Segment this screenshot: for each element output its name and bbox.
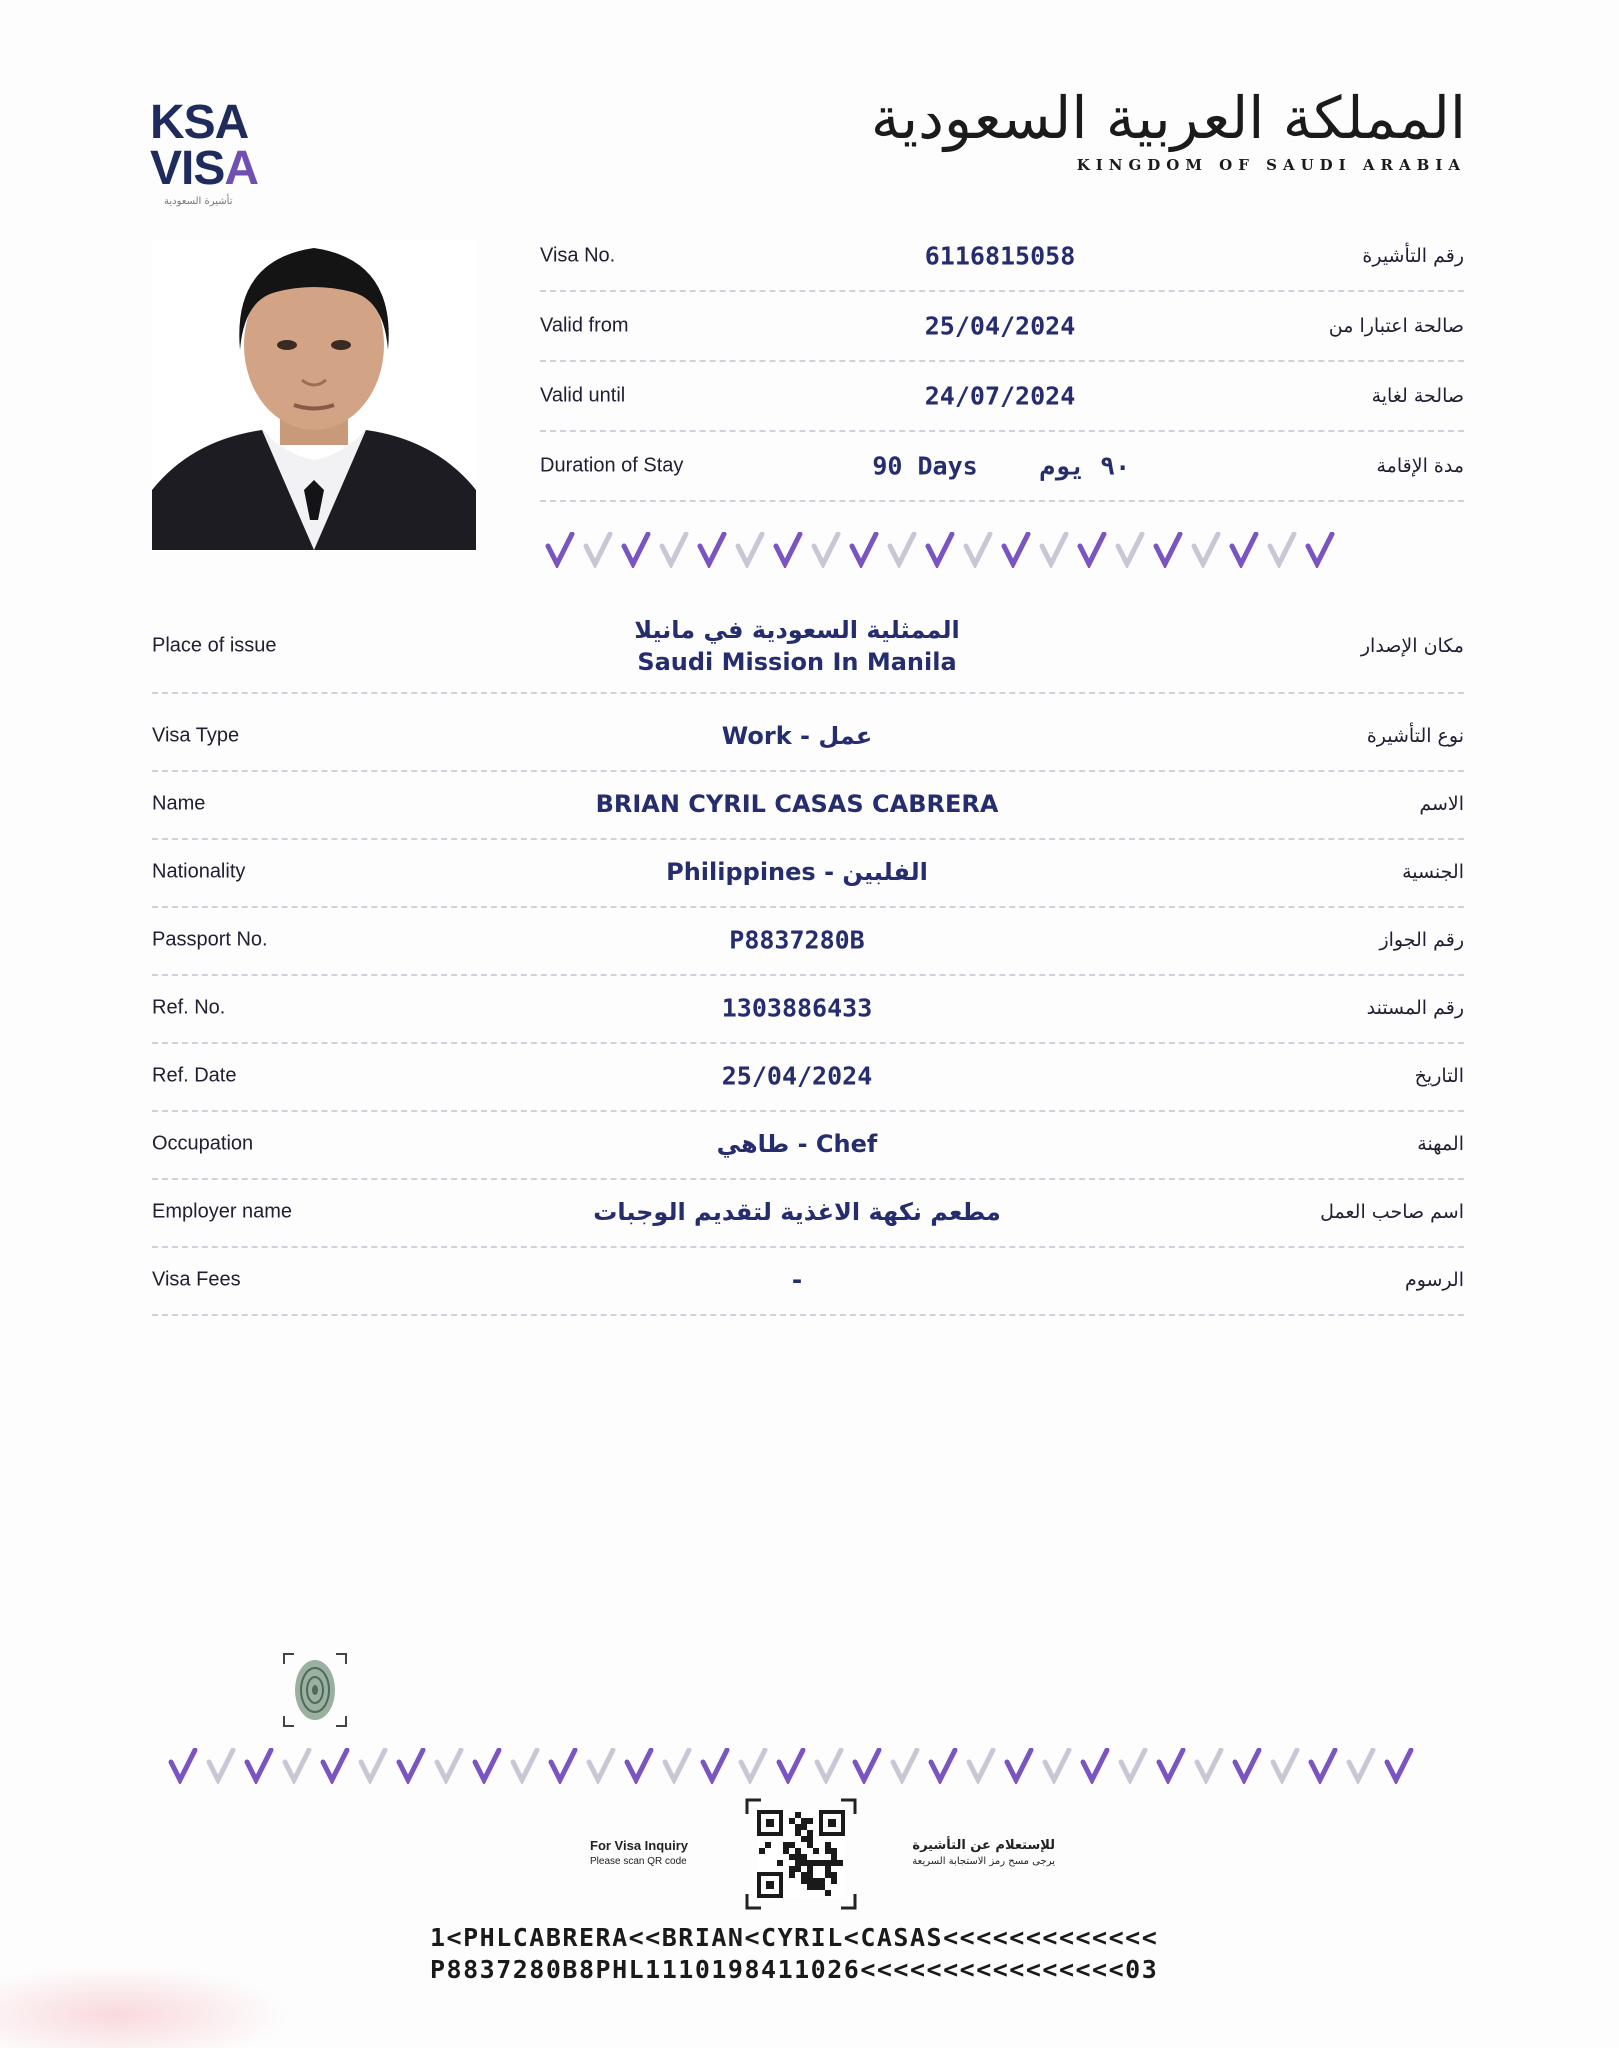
place-arabic: الممثلية السعودية في مانيلا [634,616,960,644]
kingdom-title-arabic: المملكة العربية السعودية [870,84,1466,152]
check-mark-icon [206,1748,236,1784]
logo-line-1: KSA [150,96,249,149]
label-ar: مكان الإصدار [1360,635,1464,657]
label-ar: مدة الإقامة [1376,455,1464,477]
field-value: مطعم نكهة الاغذية لتقديم الوجبات [593,1198,1001,1226]
check-mark-icon [735,532,765,568]
check-mark-icon [1270,1748,1300,1784]
label-ar: رقم التأشيرة [1362,245,1464,267]
field-row-ref-no [152,974,1464,1044]
kingdom-header [871,82,1466,174]
field-row-occupation [152,1110,1464,1180]
field-row-valid-until [540,362,1464,432]
qr-en-subtitle: Please scan QR code [590,1856,687,1867]
field-value: 24/07/2024 [924,381,1076,411]
check-mark-icon [700,1748,730,1784]
label-ar: نوع التأشيرة [1366,725,1464,747]
check-mark-icon [624,1748,654,1784]
security-check-strip-top [545,532,1335,568]
mrz-line-2: P8837280B8PHL1110198411026<<<<<<<<<<<<<<<<03 [430,1955,1159,1984]
field-row-visa-fees [152,1246,1464,1316]
label-en: Valid from [540,314,629,337]
stamp-smudge [0,1965,290,2048]
label-en: Employer name [152,1200,293,1223]
check-mark-icon [1194,1748,1224,1784]
field-row-valid-from [540,292,1464,362]
field-value-arabic: ٩٠ يوم [1039,451,1131,481]
check-mark-icon [811,532,841,568]
label-en: Duration of Stay [540,454,684,477]
field-value: BRIAN CYRIL CASAS CABRERA [595,790,999,818]
field-row-name [152,770,1464,840]
label-ar: التاريخ [1414,1065,1464,1087]
security-check-strip-bottom [168,1748,1414,1784]
check-mark-icon [320,1748,350,1784]
check-mark-icon [586,1748,616,1784]
field-row-employer [152,1178,1464,1248]
check-mark-icon [358,1748,388,1784]
field-value: طاهي - Chef [716,1130,878,1158]
check-mark-icon [545,532,575,568]
check-mark-icon [814,1748,844,1784]
check-mark-icon [1042,1748,1072,1784]
label-ar: رقم المستند [1366,997,1464,1019]
check-mark-icon [1191,532,1221,568]
kingdom-title-english: KINGDOM OF SAUDI ARABIA [1076,156,1466,174]
label-en: Place of issue [152,634,277,657]
check-mark-icon [1156,1748,1186,1784]
check-mark-icon [244,1748,274,1784]
place-english: Saudi Mission In Manila [637,648,957,676]
qr-ar-subtitle: يرجى مسح رمز الاستجابة السريعة [912,1856,1055,1867]
check-mark-icon [168,1748,198,1784]
check-mark-icon [1115,532,1145,568]
check-mark-icon [849,532,879,568]
label-en: Visa Type [152,724,240,747]
check-mark-icon [852,1748,882,1784]
check-mark-icon [1346,1748,1376,1784]
qr-inquiry-arabic [870,1838,1055,1870]
holder-photo [152,240,476,550]
label-en: Ref. No. [152,996,226,1019]
field-value: 90 Days [872,451,978,481]
field-value: 25/04/2024 [924,311,1076,341]
label-ar: رقم الجواز [1379,929,1464,951]
label-ar: صالحة لغاية [1371,385,1464,407]
check-mark-icon [510,1748,540,1784]
check-mark-icon [1267,532,1297,568]
check-mark-icon [659,532,689,568]
field-row-ref-date [152,1042,1464,1112]
field-value: 6116815058 [924,241,1076,271]
label-ar: الرسوم [1404,1269,1464,1291]
check-mark-icon [662,1748,692,1784]
check-mark-icon [773,532,803,568]
qr-en-title: For Visa Inquiry [590,1838,689,1853]
check-mark-icon [1004,1748,1034,1784]
check-mark-icon [925,532,955,568]
check-mark-icon [1077,532,1107,568]
field-value: Philippines - الفلبين [666,858,928,886]
check-mark-icon [1384,1748,1414,1784]
field-value: - [789,1265,805,1295]
label-ar: المهنة [1417,1133,1464,1155]
field-value [634,614,959,678]
label-en: Occupation [152,1132,254,1155]
check-mark-icon [1308,1748,1338,1784]
mrz-line-1: 1<PHLCABRERA<<BRIAN<CYRIL<CASAS<<<<<<<<<<<<< [430,1923,1159,1952]
check-mark-icon [928,1748,958,1784]
label-ar: اسم صاحب العمل [1320,1201,1464,1223]
check-mark-icon [583,532,613,568]
check-mark-icon [1080,1748,1110,1784]
check-mark-icon [963,532,993,568]
field-value: 25/04/2024 [721,1061,873,1091]
qr-ar-title: للإستعلام عن التأشيرة [912,1838,1055,1853]
check-mark-icon [1001,532,1031,568]
label-ar: الاسم [1419,793,1464,815]
field-row-place-of-issue [152,600,1464,694]
check-mark-icon [738,1748,768,1784]
check-mark-icon [697,532,727,568]
label-en: Valid until [540,384,626,407]
check-mark-icon [1232,1748,1262,1784]
check-mark-icon [282,1748,312,1784]
logo-line-2: VISA [150,142,259,195]
label-en: Ref. Date [152,1064,237,1087]
qr-inquiry-english [590,1838,688,1870]
check-mark-icon [548,1748,578,1784]
check-mark-icon [1118,1748,1148,1784]
machine-readable-zone [430,1922,1158,1986]
field-row-duration [540,432,1464,502]
qr-code-icon[interactable] [745,1798,857,1910]
field-row-nationality [152,838,1464,908]
check-mark-icon [966,1748,996,1784]
field-row-passport-no [152,906,1464,976]
label-en: Passport No. [152,928,268,951]
check-mark-icon [887,532,917,568]
label-en: Nationality [152,860,246,883]
ksa-visa-logo [150,96,290,207]
field-value: P8837280B [729,925,865,955]
check-mark-icon [434,1748,464,1784]
field-row-visa-type [152,702,1464,772]
logo-subtitle: تأشيرة السعودية [164,196,233,207]
check-mark-icon [890,1748,920,1784]
label-en: Visa Fees [152,1268,241,1291]
check-mark-icon [776,1748,806,1784]
check-mark-icon [1039,532,1069,568]
check-mark-icon [621,532,651,568]
label-en: Visa No. [540,244,616,267]
check-mark-icon [396,1748,426,1784]
check-mark-icon [1229,532,1259,568]
label-ar: الجنسية [1402,861,1464,883]
check-mark-icon [472,1748,502,1784]
check-mark-icon [1153,532,1183,568]
label-ar: صالحة اعتبارا من [1328,315,1464,337]
check-mark-icon [1305,532,1335,568]
field-row-visa-no [540,222,1464,292]
field-value: Work - عمل [721,722,873,750]
label-en: Name [152,792,206,815]
fingerprint-seal-icon [280,1650,350,1730]
field-value: 1303886433 [721,993,873,1023]
